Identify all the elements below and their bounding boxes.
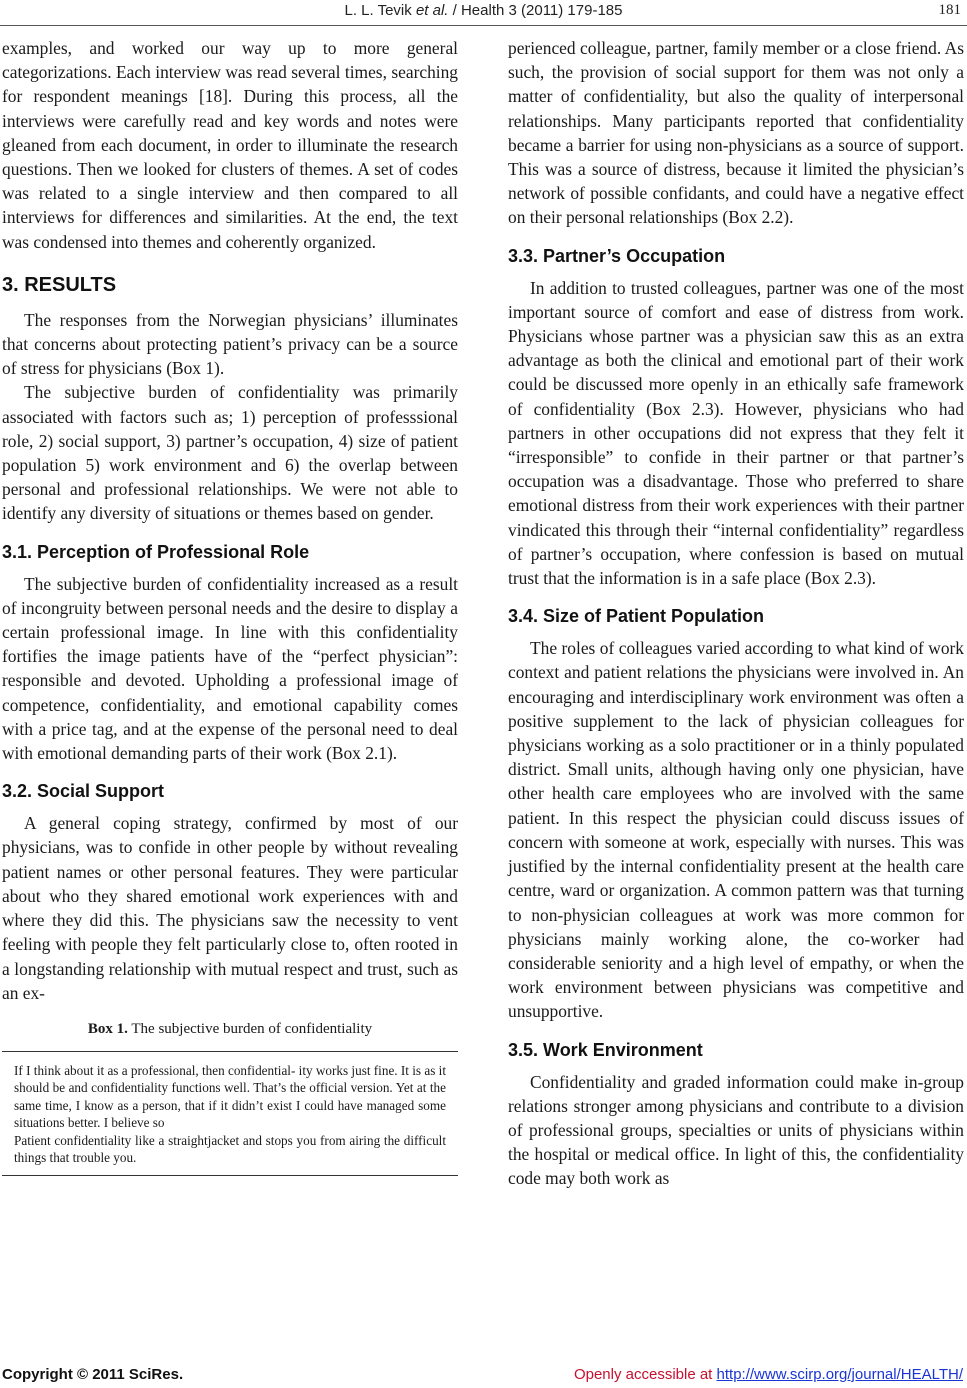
section-3-1-heading: 3.1. Perception of Professional Role bbox=[2, 541, 310, 562]
running-title bbox=[0, 2, 967, 19]
results-paragraph-2: The subjective burden of confidentiality was primarily associated with factors such as; 1) perception of professsional role, 2) social support, 3) partner’s occupation, 4) size of patient population 5) work environment and 6) the overlap between personal and professional relationships. We were not able to identify any diversity of situations or themes based on gender. bbox=[2, 382, 458, 524]
section-3-2-paragraph: A general coping strategy, confirmed by most of our physicians, was to confide in other people by without revealing patient names or other personal features. They were particular about who they shared emotional work experiences with and where they did this. The physicians saw the necessity to vent feeling with people they felt particularly close to, often rooted in a longstanding relationship with mutual respect and trust, such as an ex- bbox=[2, 813, 458, 1003]
box-1-caption bbox=[2, 1019, 458, 1039]
box-1-label: Box 1. bbox=[87, 1020, 128, 1037]
right-column bbox=[508, 36, 964, 1191]
box-1-quote-2: Patient confidentiality like a straightjacket and stops you from airing the difficult things that trouble you. bbox=[14, 1132, 446, 1166]
box-1-quote-1: If I think about it as a professional, then confidential- ity works just fine. It is as it should be and confidentiality functions well. That’s the official version. Yet at the same time, I know as a person, that if it didn’t exist I could have managed some situations better. I believe so bbox=[14, 1062, 446, 1131]
section-3-5-paragraph: Confidentiality and graded information could make in-group relations stronger among physicians and contribute to a division of professional groups, specialties or units of physicians within the hospital or medical office. In light of this, the confidentiality code may both work as bbox=[508, 1071, 964, 1189]
open-access-notice bbox=[574, 1366, 963, 1383]
section-3-5-heading: 3.5. Work Environment bbox=[508, 1039, 703, 1060]
results-heading: 3. RESULTS bbox=[2, 273, 117, 296]
results-paragraph-1: The responses from the Norwegian physicians’ illuminates that concerns about protecting patient’s privacy can be a source of stress for physicians (Box 1). bbox=[2, 309, 458, 379]
running-title-journal: / Health 3 (2011) 179-185 bbox=[448, 2, 623, 19]
box-1-bottom-rule bbox=[2, 1175, 458, 1176]
page-header bbox=[0, 0, 967, 28]
page-footer bbox=[0, 1366, 967, 1388]
left-column bbox=[2, 36, 458, 1176]
open-access-label: Openly accessible at bbox=[573, 1366, 717, 1383]
section-3-4-heading: 3.4. Size of Patient Population bbox=[508, 606, 765, 627]
methods-paragraph-end: examples, and worked our way up to more general categorizations. Each interview was read several times, searching for respondent meanings [18]. During this process, all the interviews were carefully read and key words and notes were gleaned from each document, in order to illuminate the research questions. Then we looked for clusters of themes. A set of codes was related to a single interview and then compared to all interviews for differences and similarities. At the end, the text was condensed into themes and coherently organized. bbox=[2, 38, 458, 252]
section-3-3-paragraph: In addition to trusted colleagues, partner was one of the most important source of comfort and ease of distress from work. Physicians whose partner was a physician saw this as an extra advantage as both the clinical and emotional part of their work could be discussed more openly in an ethically safe framework of confidentiality (Box 2.3). However, physicians who had partners in other occupations did not express that they felt it “irresponsible” to confide in their partner or that partner’s occupation was a disadvantage. Those who preferred to share emotional distress from their work experiences with their partner vindicated this through their “internal confidentiality” regardless of partner’s occupation, where confession is based on mutual trust that the information is in a safe place (Box 2.3). bbox=[508, 277, 964, 589]
section-3-4-paragraph: The roles of colleagues varied according to what kind of work context and patient relations the physicians were involved in. An encouraging and interdisciplinary work environment was often a positive supplement to the lack of physician colleagues for physicians working as a solo practitioner or in a thinly populated district. Small units, although having only one physician, have other health care employees who are involved with the same patient. In this respect the physician could discuss issues of concern with someone at work, especially with nurses. This was justified by the internal confidentiality present at the health care centre, ward or organization. A common pattern was that turning to non-physician colleagues at work was more common for physicians mainly working alone, the co-worker had considerable seniority and a high level of empathy, or when the work environment between physicians was competitive and unsupportive. bbox=[508, 638, 964, 1022]
section-3-3-heading: 3.3. Partner’s Occupation bbox=[508, 245, 726, 266]
box-1-title: The subjective burden of confidentiality bbox=[127, 1020, 373, 1037]
section-3-2-heading: 3.2. Social Support bbox=[2, 781, 165, 802]
journal-link[interactable]: http://www.scirp.org/journal/HEALTH/ bbox=[716, 1366, 963, 1383]
page-number: 181 bbox=[938, 2, 961, 18]
copyright-notice: Copyright © 2011 SciRes. bbox=[2, 1366, 184, 1383]
running-title-authors: L. L. Tevik bbox=[344, 2, 416, 19]
header-rule bbox=[0, 25, 967, 26]
section-3-2-continuation: perienced colleague, partner, family member or a close friend. As such, the provision of social support for them was not only a matter of confidentiality, but also the quality of interpersonal relationships. Many participants reported that confidentiality became a barrier for using non-physicians as a source of support. This was a source of distress, because it limited the physician’s network of possible confidants, and could have a negative effect on their personal relationships (Box 2.2). bbox=[508, 38, 964, 228]
running-title-etal: et al. bbox=[415, 2, 449, 19]
section-3-1-paragraph: The subjective burden of confidentiality increased as a result of incongruity between personal needs and the desire to display a certain professional image. In line with this confidentiality fortifies the image patients have of the “perfect physician”: responsible and devoted. Upholding a professional image of competence, confidentiality, and emotional capability comes with a price tag, and at the expense of the personal need to deal with emotional demanding parts of their work (Box 2.1). bbox=[2, 573, 458, 764]
box-1-content bbox=[2, 1052, 458, 1175]
